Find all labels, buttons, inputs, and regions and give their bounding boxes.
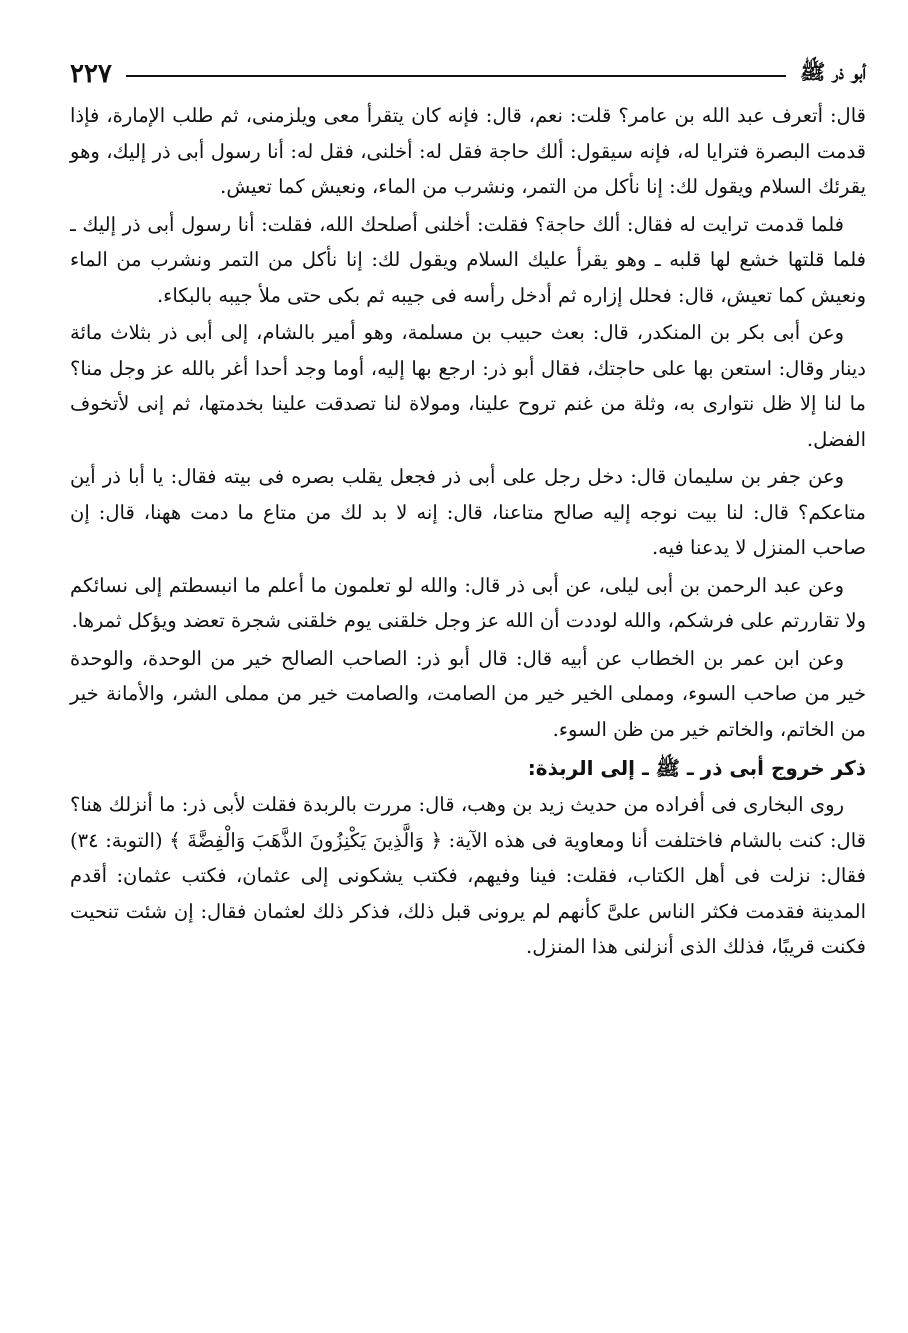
page-number: ٢٢٧ — [70, 59, 112, 89]
paragraph: فلما قدمت ترايت له فقال: ألك حاجة؟ فقلت: أخلنى أصلحك الله، فقلت: أنا رسول أبى ذر إليك ـ فلما قلتها خشع لها قلبه ـ وهو يقرأ عليك السلام ويقول لك: إنا نأكل من التمر ونشرب من الماء ونعيش كما تعيش، قال: فحلل إزاره ثم أدخل رأسه فى جيبه ثم بكى حتى ملأ جيبه بالبكاء. — [70, 212, 866, 307]
page-body — [70, 98, 866, 965]
section-paragraph: روى البخارى فى أفراده من حديث زيد بن وهب، قال: مررت بالربدة فقلت لأبى ذر: ما أنزلك هنا؟ قال: كنت بالشام فاختلفت أنا ومعاوية فى هذه الآية: ﴿ وَالَّذِينَ يَكْنِزُونَ الذَّهَبَ وَالْفِضَّةَ ﴾ (التوبة: ٣٤) فقال: نزلت فى أهل الكتاب، فقلت: فينا وفيهم، فكتب يشكونى إلى عثمان، فكتب عثمان: أقدم المدينة فقدمت فكثر الناس علىَّ كأنهم لم يرونى قبل ذلك، فذكر ذلك لعثمان فقال: إن شئت تنحيت فكنت قريبًا، فذلك الذى أنزلنى هذا المنزل. — [70, 793, 866, 958]
page-header — [70, 56, 866, 92]
paragraph: وعن جفر بن سليمان قال: دخل رجل على أبى ذر فجعل يقلب بصره فى بيته فقال: يا أبا ذر أين متاعكم؟ قال: لنا بيت نوجه إليه صالح متاعنا، قال: إنه لا بد لك من متاع ما دمت ههنا، قال: إن صاحب المنزل لا يدعنا فيه. — [70, 465, 866, 559]
paragraph: وعن ابن عمر بن الخطاب عن أبيه قال: قال أبو ذر: الصاحب الصالح خير من الوحدة، والوحدة خير من صاحب السوء، ومملى الخير خير من الصامت، والصامت خير من مملى الشر، والأمانة خير من الخاتم، والخاتم خير من ظن السوء. — [70, 646, 866, 741]
header-rule — [126, 75, 786, 77]
section-heading: ذكر خروج أبى ذر ـ ﷺ ـ إلى الربذة: — [527, 756, 866, 780]
paragraph: وعن أبى بكر بن المنكدر، قال: بعث حبيب بن مسلمة، وهو أمير بالشام، إلى أبى ذر بثلاث مائة دينار وقال: استعن بها على حاجتك، فقال أبو ذر: ارجع بها إليه، أوما وجد أحدا أغر بالله عز وجل منا؟ ما لنا إلا ظل نتوارى به، وثلة من غنم تروح علينا، ومولاة لنا تصدقت علينا بخدمتها، ثم إنى لأتخوف الفضل. — [70, 321, 866, 451]
paragraph: وعن عبد الرحمن بن أبى ليلى، عن أبى ذر قال: والله لو تعلمون ما أعلم ما انبسطتم إلى نسائكم ولا تقاررتم على فرشكم، والله لوددت أن الله عز وجل خلقنى يوم خلقنى شجرة تعضد ويؤكل ثمرها. — [70, 573, 866, 632]
running-title: أبو ذر ﷺ — [799, 58, 866, 84]
paragraph: قال: أتعرف عبد الله بن عامر؟ قلت: نعم، قال: فإنه كان يتقرأ معى ويلزمنى، ثم طلب الإمارة، فإذا قدمت البصرة فترايا له، فإنه سيقول: ألك حاجة فقل له: أخلنى، فقل له: أنا رسول أبى ذر إليك، وهو يقرئك السلام ويقول لك: إنا نأكل من التمر، ونشرب من الماء، ونعيش كما تعيش. — [70, 104, 866, 198]
